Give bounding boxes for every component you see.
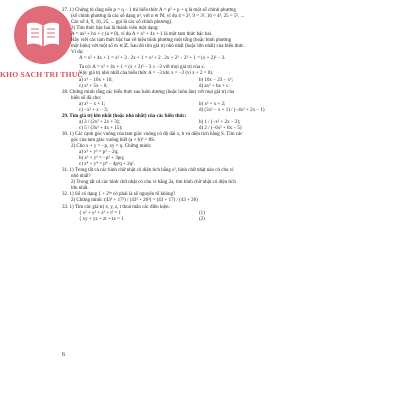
text-line-content: a) 3 / (2x² + 2x + 3);: [79, 119, 120, 125]
text-line-content: 31. 1) Trong tất cả các hình chữ nhật có diện tích bằng s², hình chữ nhật nào có chu vi: [62, 168, 234, 174]
text-line-content: Vậy giá trị nhỏ nhất của biểu thức A = −3 khi x = −2 (vì x + 2 = 0).: [79, 71, 214, 77]
text-line-content: a) x² − x + 1;: [79, 101, 106, 107]
text-line-content: (số chính phương là các số dạng n², với n ∈ ℕ, ví dụ 4 = 2², 9 = 3², 16 = 4², 25 = 5², ...: [71, 14, 245, 20]
text-line-right: b) x² + x + 2;: [199, 101, 226, 107]
text-line-content: a) x² − 10x + 16;: [79, 77, 113, 83]
text-line-content: c) −x² + x − 3;: [79, 107, 108, 113]
text-line-content: 28. Chứng minh rằng các biểu thức sau luôn dương (hoặc luôn âm) với mọi giá trị của: [62, 89, 235, 95]
page-number: 6: [62, 352, 65, 358]
text-line-content: góc của tam giác vuông biết (a + b)² = 8S.: [71, 137, 156, 143]
text-line-content: Ví dụ:: [71, 50, 84, 56]
text-line-content: 32. 1) Số có dạng 1 + 2²ⁿ có phải là số nguyên tố không?: [62, 192, 176, 198]
text-line-content: Các số 4, 9, 16, 25, ... gọi là các số chính phương).: [71, 20, 173, 26]
text-line-content: a) x² + y² = p² − 2q;: [79, 150, 119, 156]
text-line-right: d) 2 / (−6x² + 8x − 5): [199, 125, 242, 131]
text-line-content: 33. 1) Tìm các giá trị x, y, z, t thoả mãn các điều kiện:: [62, 204, 170, 210]
book-icon: [26, 20, 60, 48]
text-line-content: biến số đã cho:: [71, 95, 102, 101]
logo-text: KHO SACH TRI THUC: [0, 70, 84, 79]
text-line-content: lớn nhất.: [71, 186, 89, 192]
text-line-content: A = ax² + bx + c (a ≠ 0), ví dụ A = x² + 4x + 1 là một tam thức bậc hai.: [71, 32, 213, 38]
text-line-content: một hiệu) với một số m ∈ ℤ. Sau đó tìm giá trị nhỏ nhất (hoặc lớn nhất) của biểu thức.: [71, 44, 245, 50]
document-page: [62, 8, 392, 392]
text-line-content: 27. 1) Chứng tỏ rằng nếu p = q − 1 thì biểu thức A = p² + p + q là một số chính phương: [62, 8, 236, 13]
text-line-content: 2) Tìm thức bậc hai là thành viên một dạng:: [71, 26, 159, 32]
text-line-content: b) x³ + y³ = −p³ + 3pq;: [79, 156, 125, 162]
text-line-content: { x² + y² + z² + t² = 1: [79, 210, 122, 216]
text-line-content: c) x² + 5x − 6;: [79, 83, 108, 89]
text-line-right: b) 1 / (−x² + 2x − 2);: [199, 119, 241, 125]
text-line-right: d) ax² + bx + c.: [199, 83, 230, 89]
text-line-content: Ta có: A = x² + 4x + 1 = (x + 2)² − 3 ≥ −3 với mọi giá trị của x.: [79, 65, 205, 71]
text-line: [62, 56, 392, 62]
text-line-right: (2): [199, 216, 205, 222]
text-line-content: 2) Cho x + y = −p, xy = q. Chứng minh:: [71, 144, 152, 150]
text-line-content: 30. 1) Các cạnh góc vuông của tam giác vuông có độ dài x, b và diện tích bằng S. Tìm các: [62, 131, 243, 137]
text-line-right: d) (3x² − x + 1) / (−4x² + 2x − 1): [199, 107, 265, 113]
text-line-content: Hãy viết các tam thức bậc hai về hiệu bình phương một tổng (hoặc bình phương: [71, 38, 232, 44]
text-line-right: (1): [199, 210, 205, 216]
text-line-content: c) x⁴ + y⁴ = p⁴ − 4p²q + 2q².: [79, 162, 135, 168]
text-line-content: A = x² + 4x + 1 = x² + 2 . 2x + 1 = x² + 2 . 2x + 2² − 2² + 1 = (x + 2)² − 3.: [79, 56, 226, 62]
text-line-content: 2) Trong tất cả các hình chữ nhật có chu vi bằng 2a, tìm hình chữ nhật có diện tích: [71, 180, 236, 186]
text-line-content: 2) Chứng minh: (43³ + 17³) / (43³ + 26³) = (43 + 17) / (43 + 26): [71, 198, 198, 204]
text-line-content: c) 5 / (3x² + 4x + 15);: [79, 125, 123, 131]
text-line-content: { xy + yz + zt + tx = 1: [79, 216, 124, 222]
text-line-content: 29. Tìm giá trị lớn nhất (hoặc nhỏ nhất) của các biểu thức:: [62, 113, 187, 119]
text-line: [62, 217, 392, 223]
text-line-right: b) 10x − 23 − x²;: [199, 77, 233, 83]
text-line-content: nhỏ nhất?: [71, 174, 91, 180]
